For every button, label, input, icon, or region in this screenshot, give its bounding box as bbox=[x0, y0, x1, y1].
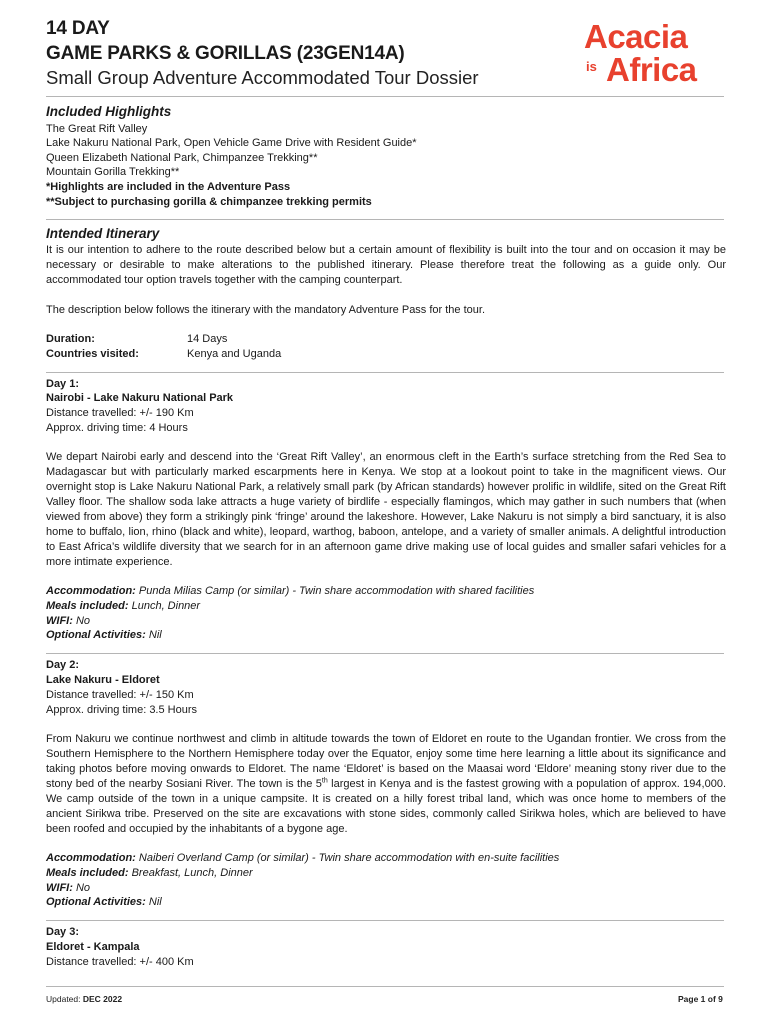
day-meals bbox=[46, 866, 253, 881]
day-distance: Distance travelled: +/- 150 Km bbox=[46, 689, 194, 701]
wifi-label: WIFI: bbox=[46, 882, 73, 894]
day-number: Day 1: bbox=[46, 378, 80, 390]
page-title-line2: GAME PARKS & GORILLAS (23GEN14A) bbox=[46, 43, 405, 64]
day-accommodation bbox=[46, 851, 559, 866]
wifi-label: WIFI: bbox=[46, 615, 73, 627]
accommodation-label: Accommodation: bbox=[46, 585, 136, 597]
optional-value: Nil bbox=[148, 896, 162, 908]
optional-value: Nil bbox=[148, 629, 162, 641]
day-route: Nairobi - Lake Nakuru National Park bbox=[46, 392, 234, 404]
highlight-note: *Highlights are included in the Adventure Pass bbox=[46, 181, 291, 193]
accommodation-label: Accommodation: bbox=[46, 852, 136, 864]
day-route: Eldoret - Kampala bbox=[46, 941, 140, 953]
day-meals bbox=[46, 599, 200, 614]
wifi-value: No bbox=[75, 882, 91, 894]
countries-value: Kenya and Uganda bbox=[187, 348, 282, 360]
itinerary-description: The description below follows the itinerary with the mandatory Adventure Pass for the tour. bbox=[46, 304, 486, 316]
countries-label: Countries visited: bbox=[46, 348, 139, 360]
logo-africa-text: Africa bbox=[606, 51, 697, 88]
highlight-item: Lake Nakuru National Park, Open Vehicle Game Drive with Resident Guide* bbox=[46, 137, 417, 149]
accommodation-value: Punda Milias Camp (or similar) - Twin share accommodation with shared facilities bbox=[138, 585, 535, 597]
meals-value: Lunch, Dinner bbox=[131, 600, 201, 612]
day-distance: Distance travelled: +/- 190 Km bbox=[46, 407, 194, 419]
divider bbox=[46, 372, 724, 373]
divider bbox=[46, 653, 724, 654]
day-wifi bbox=[46, 614, 90, 629]
day-optional-activities bbox=[46, 628, 162, 643]
wifi-value: No bbox=[75, 615, 91, 627]
highlight-note: **Subject to purchasing gorilla & chimpanzee trekking permits bbox=[46, 196, 372, 208]
ordinal-suffix: th bbox=[321, 777, 328, 785]
updated-value: DEC 2022 bbox=[82, 994, 123, 1004]
day-accommodation bbox=[46, 584, 534, 599]
itinerary-intro: It is our intention to adhere to the route described below but a certain amount of flexibility is built into the tour and on occasion it may be necessary or desirable to make alterations to the published itinerary. Please therefore treat the following as a guide only. Our accommodated tour option travels together with the camping counterpart. bbox=[46, 244, 726, 286]
day-number: Day 3: bbox=[46, 926, 80, 938]
logo-acacia-text: Acacia bbox=[584, 18, 688, 55]
day-optional-activities bbox=[46, 895, 162, 910]
day-driving-time: Approx. driving time: 3.5 Hours bbox=[46, 704, 198, 716]
day-wifi bbox=[46, 881, 90, 896]
description-part: From Nakuru we continue northwest and climb in altitude towards the town of Eldoret en route to the Ugandan frontier. We cross from the Southern Hemisphere to the Northern Hemisphere today over the Equator, enjoy some time here learning a little about its significance and taking photos before moving onwards to Eldoret. The name ‘Eldoret’ is based on the Maasai word ‘Eldore’ meaning stony river due to the stony bed of the nearby Sosiani River. The town is the 5 bbox=[46, 733, 726, 790]
highlight-item: The Great Rift Valley bbox=[46, 123, 148, 135]
day-driving-time: Approx. driving time: 4 Hours bbox=[46, 422, 188, 434]
footer-divider bbox=[46, 986, 724, 987]
accommodation-value: Naiberi Overland Camp (or similar) - Twin share accommodation with en-suite facilities bbox=[138, 852, 560, 864]
duration-label: Duration: bbox=[46, 333, 95, 345]
duration-value: 14 Days bbox=[187, 333, 228, 345]
divider bbox=[46, 96, 724, 97]
divider bbox=[46, 219, 724, 220]
page-number: Page 1 of 9 bbox=[678, 994, 723, 1004]
logo-is-text: is bbox=[586, 59, 597, 74]
page-subtitle: Small Group Adventure Accommodated Tour Dossier bbox=[46, 67, 479, 88]
optional-label: Optional Activities: bbox=[46, 896, 146, 908]
updated-label: Updated: bbox=[46, 994, 81, 1004]
meals-label: Meals included: bbox=[46, 600, 129, 612]
meals-value: Breakfast, Lunch, Dinner bbox=[131, 867, 253, 879]
meals-label: Meals included: bbox=[46, 867, 129, 879]
day-distance: Distance travelled: +/- 400 Km bbox=[46, 956, 194, 968]
day-description: We depart Nairobi early and descend into the ‘Great Rift Valley’, an enormous cleft in the Earth’s surface stretching from the Red Sea to Madagascar but with particularly marked escarpments here in Kenya. We stop at a lookout point to take in the magnificent views. Our overnight stop is Lake Nakuru National Park, a relatively small park (by African standards) however prolific in wildlife, sited on the Great Rift Valley floor. The shallow soda lake attracts a huge variety of birdlife - especially flamingos, which may gather in such numbers that (when viewed from above) they form a strikingly pink ‘fringe’ around the lakeshore. However, Lake Nakuru is not simply a bird sanctuary, it is also home to buffalo, lion, rhino (black and white), leopard, warthog, baboon, antelope, and a variety of smaller animals. A delightful introduction to East Africa’s wildlife diversity that we search for in an afternoon game drive making use of local guides and smaller safari vehicles for a more intimate experience. bbox=[46, 451, 726, 568]
acacia-africa-logo bbox=[584, 20, 724, 90]
page-title-line1: 14 DAY bbox=[46, 18, 110, 39]
highlight-item: Mountain Gorilla Trekking** bbox=[46, 166, 180, 178]
day-route: Lake Nakuru - Eldoret bbox=[46, 674, 160, 686]
highlight-item: Queen Elizabeth National Park, Chimpanzee Trekking** bbox=[46, 152, 318, 164]
description-part: largest in Kenya and is the fastest growing with a population of approx. 194,000. We camp outside of the town in a unique campsite. It is created on a hilly forest tribal land, which was once home to members of the ancient Sirikwa tribe. Preserved on the site are excavations with stone sides, commonly called Sirikwa holes, which are believed to have been roofed and occupied by the inhabitants of a bygone age. bbox=[46, 778, 726, 835]
footer-updated bbox=[46, 994, 122, 1004]
optional-label: Optional Activities: bbox=[46, 629, 146, 641]
divider bbox=[46, 920, 724, 921]
day-description bbox=[46, 732, 726, 837]
highlights-heading: Included Highlights bbox=[46, 104, 172, 119]
day-number: Day 2: bbox=[46, 659, 80, 671]
itinerary-heading: Intended Itinerary bbox=[46, 226, 160, 241]
